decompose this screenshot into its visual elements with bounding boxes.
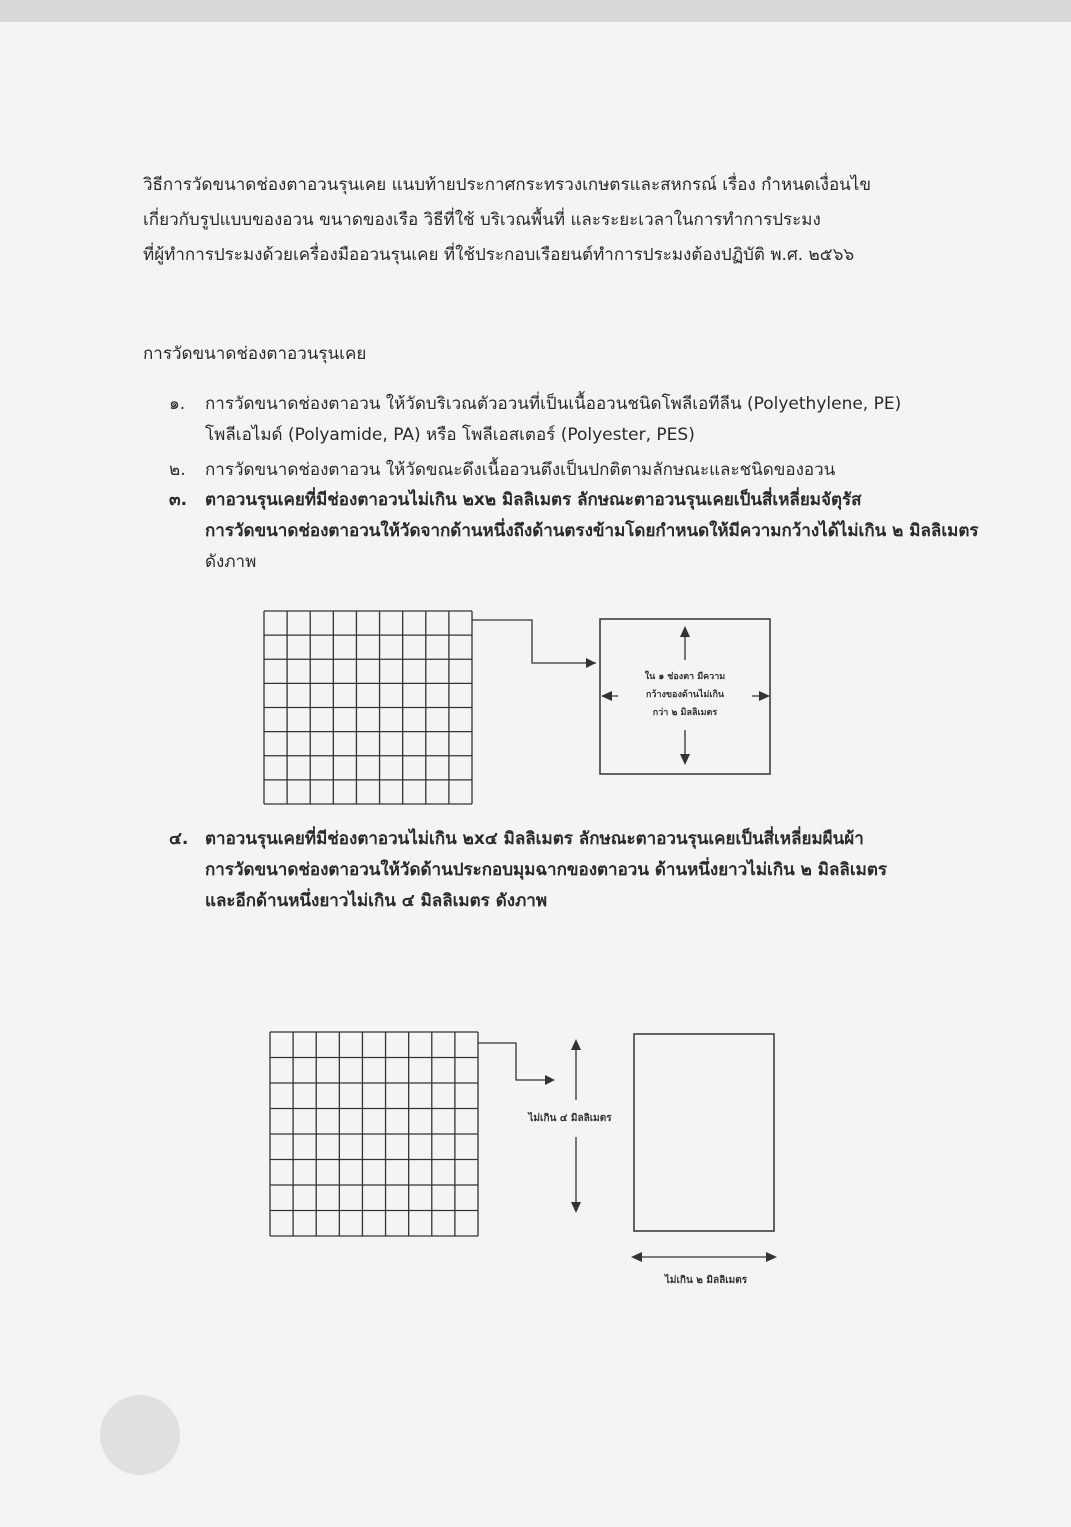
connector-arrowhead	[545, 1075, 555, 1085]
figure2-horizontal-label: ไม่เกิน ๒ มิลลิเมตร	[664, 1275, 748, 1286]
list-item-number: ๔.	[169, 829, 189, 849]
intro-line: เกี่ยวกับรูปแบบของอวน ขนาดของเรือ วิธีที่ใช้ บริเวณพื้นที่ และระยะเวลาในการทำการประมง	[143, 210, 821, 230]
list-item-line: โพลีเอไมด์ (Polyamide, PA) หรือ โพลีเอสเตอร์ (Polyester, PES)	[205, 425, 695, 445]
intro-line: วิธีการวัดขนาดช่องตาอวนรุนเคย แนบท้ายประกาศกระทรวงเกษตรและสหกรณ์ เรื่อง กำหนดเงื่อนไข	[143, 175, 871, 195]
intro-line: ที่ผู้ทำการประมงด้วยเครื่องมืออวนรุนเคย ที่ใช้ประกอบเรือยนต์ทำการประมงต้องปฏิบัติ พ.ศ. ๒๕๖๖	[143, 245, 855, 265]
list-item-line: การวัดขนาดช่องตาอวน ให้วัดขณะดึงเนื้ออวนตึงเป็นปกติตามลักษณะและชนิดของอวน	[205, 460, 836, 480]
figure1-label: กว่า ๒ มิลลิเมตร	[652, 708, 718, 718]
list-item-line: การวัดขนาดช่องตาอวน ให้วัดบริเวณตัวอวนที่เป็นเนื้ออวนชนิดโพลีเอทีลีน (Polyethylene, PE)	[205, 394, 902, 414]
list-item-line: ดังภาพ	[205, 552, 257, 572]
figure2-vertical-label: ไม่เกิน ๔ มิลลิเมตร	[528, 1113, 612, 1124]
rectangular-mesh-grid	[270, 1032, 478, 1236]
figure1-label: กว้างของด้านไม่เกิน	[645, 690, 725, 700]
list-item-line: ตาอวนรุนเคยที่มีช่องตาอวนไม่เกิน ๒x๒ มิลลิเมตร ลักษณะตาอวนรุนเคยเป็นสี่เหลี่ยมจัตุรัส	[205, 490, 862, 510]
list-item-line: การวัดขนาดช่องตาอวนให้วัดด้านประกอบมุมฉากของตาอวน ด้านหนึ่งยาวไม่เกิน ๒ มิลลิเมตร	[205, 860, 888, 880]
bleed-through-emblem	[100, 1395, 180, 1475]
connector-line	[478, 1043, 552, 1080]
list-item-line: และอีกด้านหนึ่งยาวไม่เกิน ๔ มิลลิเมตร ดังภาพ	[205, 891, 548, 911]
list-item-number: ๓.	[169, 490, 188, 510]
list-item-line: การวัดขนาดช่องตาอวนให้วัดจากด้านหนึ่งถึงด้านตรงข้ามโดยกำหนดให้มีความกว้างได้ไม่เกิน ๒ มิลลิเมตร	[205, 521, 979, 541]
list-item-line: ตาอวนรุนเคยที่มีช่องตาอวนไม่เกิน ๒x๔ มิลลิเมตร ลักษณะตาอวนรุนเคยเป็นสี่เหลี่ยมผืนผ้า	[205, 829, 864, 849]
list-item-number: ๑.	[169, 394, 186, 414]
list-item-number: ๒.	[169, 460, 186, 480]
section-heading: การวัดขนาดช่องตาอวนรุนเคย	[143, 344, 367, 364]
figure1-label: ใน ๑ ช่องตา มีความ	[644, 672, 726, 682]
enlarged-mesh-box	[634, 1034, 774, 1231]
